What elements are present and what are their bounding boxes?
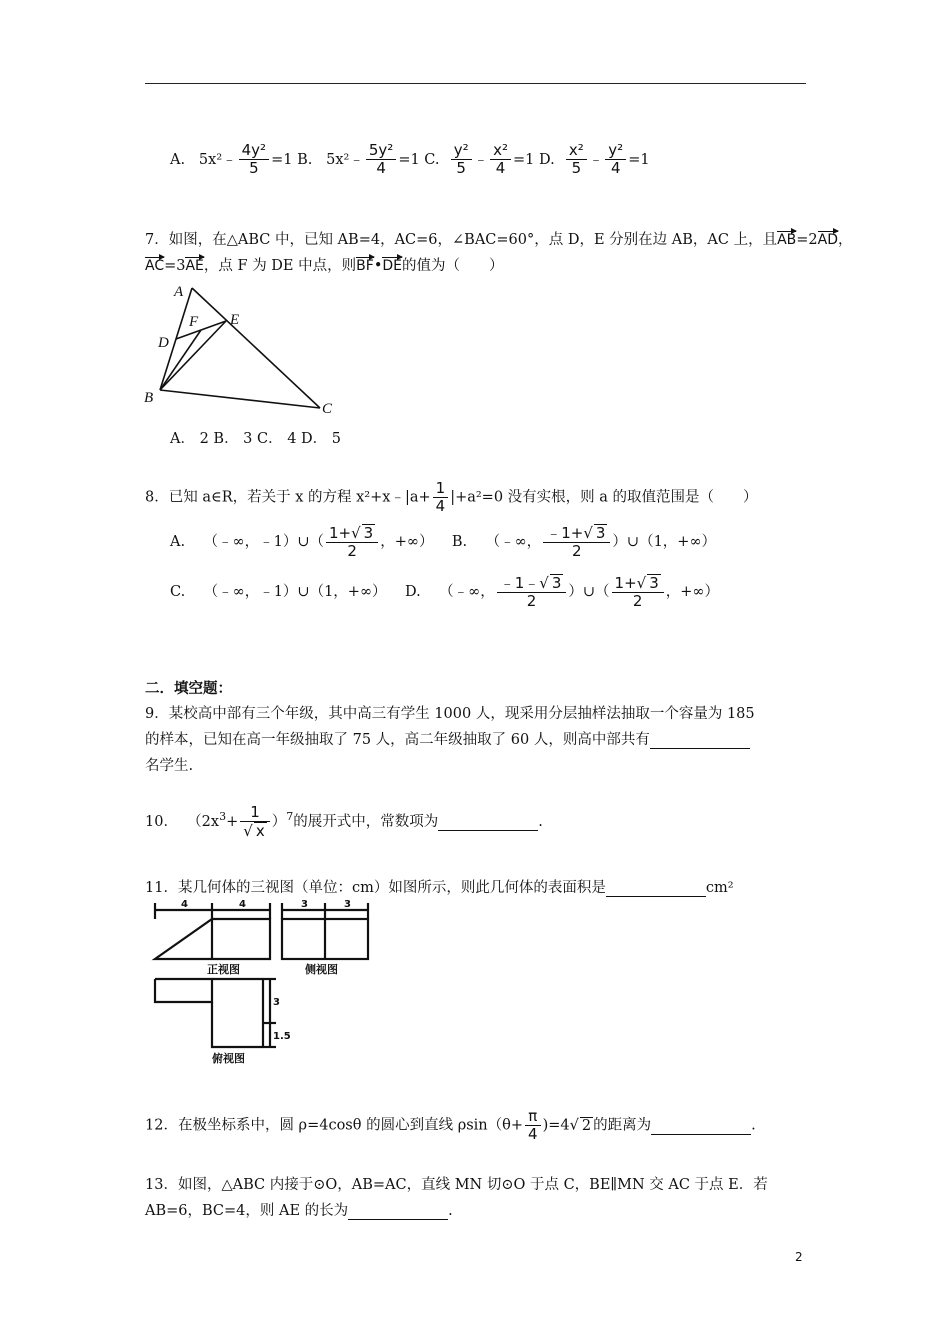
point-d-label: D (158, 335, 169, 351)
vertex-b-label: B (144, 390, 154, 406)
q9-line3: 名学生. (145, 758, 194, 774)
q7-line1: 7．如图，在△ABC 中，已知 AB=4，AC=6，∠BAC=60°，点 D，E 分别在边 AB，AC 上，且AB=2AD， (145, 232, 853, 248)
front-view-label: 正视图 (207, 963, 240, 976)
vertex-a-label: A (174, 284, 184, 300)
q7-line2: AC=3AE，点 F 为 DE 中点，则BF•DE的值为（ ） (145, 258, 504, 274)
dim-label-4b: 4 (239, 899, 246, 910)
q12-answer-blank[interactable] (651, 1118, 751, 1135)
q8-option-b: B. （﹣∞， $\frac{﹣1+√ 3}{2}$ ）∪（1，+∞） (451, 524, 717, 560)
q9-line2: 的样本，已知在高一年级抽取了 75 人，高二年级抽取了 60 人，则高中部共有 (145, 728, 750, 749)
side-view-label: 侧视图 (305, 963, 338, 976)
top-view-label: 俯视图 (212, 1052, 245, 1065)
top-view-left (155, 979, 212, 1002)
segment-be (160, 321, 226, 390)
q12: 12．在极坐标系中，圆 ρ=4cosθ 的圆心到直线 ρsin（θ+ $\frac{\pi}{4}$ )=4√ 2 的距离为 . (145, 1107, 756, 1143)
q8-stem: 8．已知 a∈R，若关于 x 的方程 x²+x﹣|a+ $\frac{1}{4}$ |+a²=0 没有实根，则 a 的取值范围是（ ） (145, 479, 758, 515)
dim-label-3c: 3 (273, 997, 280, 1008)
header-rule (145, 83, 806, 84)
point-f-label: F (189, 314, 199, 330)
vertex-c-label: C (322, 401, 333, 417)
dim-label-15: 1.5 (273, 1031, 291, 1042)
q8-option-a: A. （﹣∞，﹣1）∪（ $\frac{1+√ 3}{2}$ ，+∞） (170, 524, 434, 560)
q13-line2: AB=6，BC=4，则 AE 的长为 . (145, 1203, 453, 1219)
q9-answer-blank[interactable] (650, 732, 750, 749)
q6-option-c: C. $\frac{\text{y²}}{5}$ ﹣ $\frac{\text{x²}}{4}$ =1 (424, 141, 535, 177)
side-bc (160, 390, 320, 408)
side-ac (192, 288, 320, 408)
q8-options-cd (170, 574, 719, 610)
q8-options-ab (170, 524, 716, 560)
section-fill-in-heading: 二．填空题： (145, 681, 232, 697)
dim-label-4a: 4 (181, 899, 188, 910)
q13-line1: 13．如图，△ABC 内接于⊙O，AB=AC，直线 MN 切⊙O 于点 C，BE∥MN 交 AC 于点 E．若 (145, 1177, 768, 1193)
point-e-label: E (230, 312, 240, 328)
dim-label-3b: 3 (344, 899, 351, 910)
q9-line1: 9．某校高中部有三个年级，其中高三有学生 1000 人，现采用分层抽样法抽取一个容量为 185 (145, 706, 755, 722)
q8-option-c: C. （﹣∞，﹣1）∪（1，+∞） (170, 584, 387, 600)
q10-answer-blank[interactable] (438, 814, 538, 831)
q10: 10． （$2x^3+$ $\frac{1}{√ x}$ ）$^7$的展开式中，常数项为 . (145, 803, 543, 840)
q11-answer-blank[interactable] (606, 880, 706, 897)
q6-option-b: B. 5x²﹣ $\frac{\text{5y²}}{4}$ =1 (297, 141, 420, 177)
page-number: 2 (795, 1250, 803, 1264)
q7-options: A． 2 B． 3 C． 4 D． 5 (170, 431, 342, 447)
q11-three-view-figure (145, 897, 385, 1072)
q8-option-d: D. （﹣∞， $\frac{﹣1﹣√ 3}{2}$ ）∪（ $\frac{1+√ 3}{2}$ ，+∞） (404, 574, 719, 610)
q13-answer-blank[interactable] (348, 1203, 448, 1220)
q6-option-d: D. $\frac{\text{x²}}{5}$ ﹣ $\frac{\text{y²}}{4}$ =1 (538, 141, 650, 177)
q11-stem: 11．某几何体的三视图（单位：cm）如图所示，则此几何体的表面积是 cm² (145, 880, 734, 896)
top-view-right (212, 979, 263, 1047)
q7-triangle-figure (140, 278, 340, 418)
q6-option-a: A. 5x²﹣ $\frac{\text{4y²}}{5}$ =1 (170, 141, 293, 177)
dim-label-3a: 3 (301, 899, 308, 910)
q6-options (170, 142, 650, 177)
